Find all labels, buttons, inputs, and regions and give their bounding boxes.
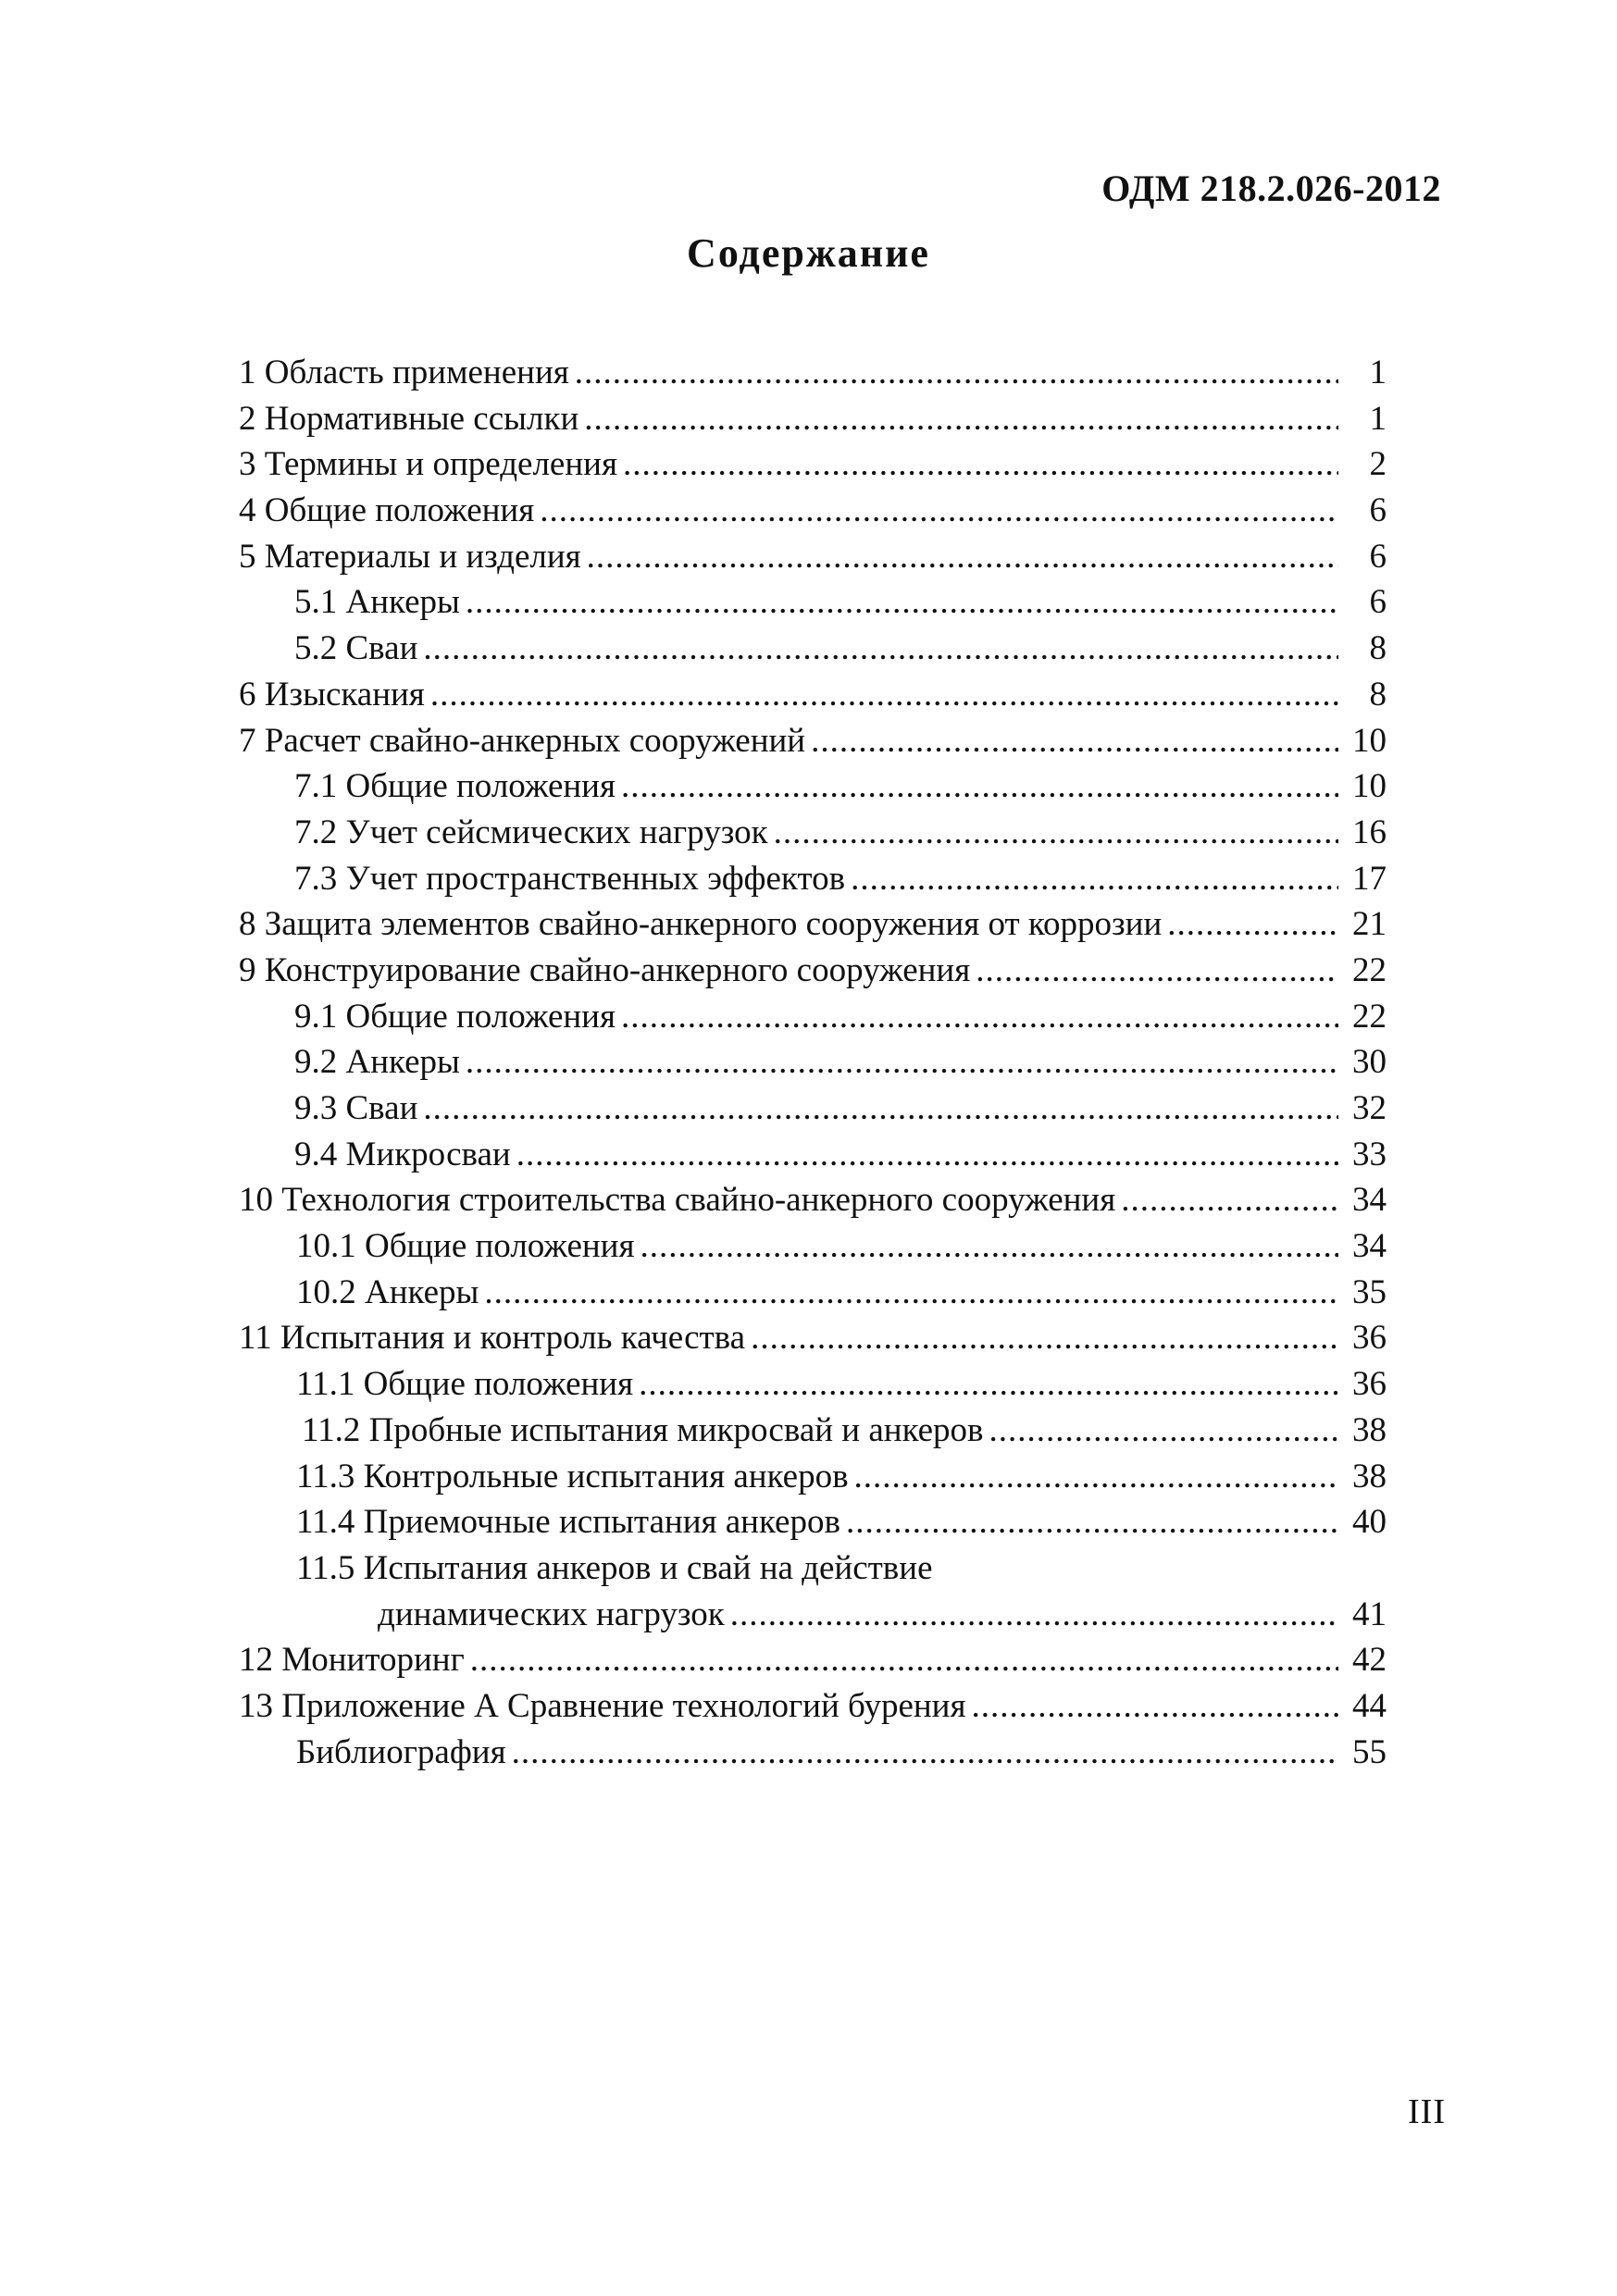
toc-entry-page: 32	[1352, 1089, 1387, 1127]
toc-dot-leader	[430, 672, 1338, 718]
toc-entry-page: 6	[1369, 583, 1387, 622]
toc-entry[interactable]	[239, 350, 1387, 396]
toc-dot-leader	[811, 718, 1338, 764]
toc-entry-page: 17	[1352, 859, 1387, 898]
toc-entry-page: 1	[1369, 354, 1387, 391]
toc-entry-label: 3 Термины и определения	[239, 445, 617, 484]
toc-entry-label: Библиография	[296, 1732, 506, 1771]
toc-entry-label: 8 Защита элементов свайно-анкерного сооружения от коррозии	[239, 905, 1163, 944]
toc-entry-page: 16	[1352, 813, 1387, 851]
toc-entry-page: 22	[1352, 997, 1387, 1036]
toc-dot-leader	[466, 579, 1338, 626]
toc-dot-leader	[976, 948, 1338, 994]
toc-entry-label: 7.3 Учет пространственных эффектов	[294, 859, 846, 898]
toc-entry-label: 9.3 Сваи	[294, 1089, 418, 1127]
toc-entry[interactable]	[239, 1545, 1387, 1592]
toc-entry[interactable]	[239, 1730, 1387, 1776]
toc-entry-page: 10	[1352, 767, 1387, 806]
toc-entry[interactable]	[239, 856, 1387, 902]
toc-entry[interactable]	[239, 1361, 1387, 1408]
toc-entry-label: 11.5 Испытания анкеров и свай на действие	[296, 1548, 933, 1587]
toc-entry[interactable]	[239, 1223, 1387, 1270]
toc-entry-label: 9.2 Анкеры	[294, 1043, 460, 1082]
toc-entry-page: 55	[1352, 1732, 1387, 1771]
toc-dot-leader	[540, 488, 1338, 534]
toc-dot-leader	[640, 1223, 1338, 1270]
toc-entry-label: 9 Конструирование свайно-анкерного сооружения	[239, 950, 971, 989]
toc-dot-leader	[470, 1637, 1338, 1683]
toc-entry-label: 6 Изыскания	[239, 675, 425, 714]
toc-dot-leader	[516, 1132, 1338, 1178]
toc-entry-label: 11.4 Приемочные испытания анкеров	[296, 1503, 840, 1542]
toc-entry-label: 1 Область применения	[239, 354, 569, 391]
toc-entry[interactable]	[239, 441, 1387, 488]
toc-entry[interactable]	[239, 1683, 1387, 1730]
toc-dot-leader	[512, 1730, 1338, 1776]
toc-entry[interactable]	[239, 1177, 1387, 1223]
toc-dot-leader	[623, 441, 1338, 488]
toc-dot-leader	[484, 1270, 1338, 1316]
toc-entry[interactable]	[239, 1637, 1387, 1683]
toc-dot-leader	[851, 856, 1338, 902]
toc-entry-page: 6	[1369, 491, 1387, 530]
toc-dot-leader	[466, 1039, 1338, 1086]
toc-entry-page: 40	[1352, 1503, 1387, 1542]
toc-entry-label: 5.1 Анкеры	[294, 583, 460, 622]
toc-entry-page: 42	[1352, 1641, 1387, 1680]
toc-entry[interactable]	[239, 626, 1387, 672]
toc-entry-page: 44	[1352, 1686, 1387, 1725]
toc-entry-page: 10	[1352, 721, 1387, 760]
toc-entry-page: 36	[1352, 1365, 1387, 1404]
toc-dot-leader	[972, 1683, 1339, 1730]
toc-dot-leader	[846, 1499, 1338, 1545]
toc-entry[interactable]	[239, 1039, 1387, 1086]
toc-dot-leader	[1167, 901, 1338, 948]
toc-entry-label: 13 Приложение А Сравнение технологий бурения	[239, 1686, 966, 1725]
toc-entry[interactable]	[239, 1315, 1387, 1361]
toc-entry[interactable]	[239, 1132, 1387, 1178]
toc-entry[interactable]	[239, 718, 1387, 764]
toc-entry-page: 8	[1369, 629, 1387, 668]
toc-entry-page: 34	[1352, 1181, 1387, 1220]
toc-entry[interactable]	[239, 948, 1387, 994]
toc-entry-page: 2	[1369, 445, 1387, 484]
toc-entry-page: 35	[1352, 1272, 1387, 1311]
toc-entry-label: 10.1 Общие положения	[296, 1227, 635, 1266]
toc-dot-leader	[587, 534, 1338, 580]
toc-entry-label: 7.2 Учет сейсмических нагрузок	[294, 813, 768, 851]
toc-entry-page: 1	[1369, 399, 1387, 438]
toc-entry-label: 5.2 Сваи	[294, 629, 418, 668]
table-of-contents	[239, 350, 1387, 1775]
toc-entry[interactable]	[239, 1270, 1387, 1316]
toc-dot-leader	[989, 1408, 1338, 1454]
toc-entry-page: 38	[1352, 1410, 1387, 1449]
toc-entry-label: 12 Мониторинг	[239, 1641, 465, 1680]
toc-title: Содержание	[687, 230, 930, 276]
toc-entry-page: 22	[1352, 950, 1387, 989]
toc-entry-page: 8	[1369, 675, 1387, 714]
toc-entry-label: 4 Общие положения	[239, 491, 535, 530]
toc-entry[interactable]	[239, 763, 1387, 810]
toc-entry-label: 9.4 Микросваи	[294, 1135, 511, 1173]
toc-entry-label: 9.1 Общие положения	[294, 997, 616, 1036]
toc-dot-leader	[751, 1315, 1338, 1361]
toc-entry-page: 34	[1352, 1227, 1387, 1266]
toc-entry[interactable]	[239, 488, 1387, 534]
toc-entry-page: 36	[1352, 1319, 1387, 1358]
toc-entry-page: 38	[1352, 1457, 1387, 1496]
toc-entry[interactable]	[239, 672, 1387, 718]
toc-dot-leader	[621, 994, 1338, 1040]
toc-dot-leader	[854, 1454, 1338, 1500]
toc-entry-label: 7 Расчет свайно-анкерных сооружений	[239, 721, 806, 760]
toc-entry-page: 21	[1352, 905, 1387, 944]
toc-entry[interactable]	[239, 810, 1387, 856]
toc-entry-label: 10 Технология строительства свайно-анкерного сооружения	[239, 1181, 1116, 1220]
toc-dot-leader	[639, 1361, 1338, 1408]
toc-entry[interactable]	[239, 901, 1387, 948]
toc-entry-page: 30	[1352, 1043, 1387, 1082]
toc-entry-label: 2 Нормативные ссылки	[239, 399, 579, 438]
toc-entry-label: 5 Материалы и изделия	[239, 537, 581, 576]
toc-entry[interactable]	[239, 1086, 1387, 1132]
toc-entry[interactable]	[239, 1408, 1387, 1454]
toc-entry-page: 6	[1369, 537, 1387, 576]
toc-entry-label: 11.3 Контрольные испытания анкеров	[296, 1457, 849, 1496]
toc-entry[interactable]	[239, 1592, 1387, 1638]
toc-entry[interactable]	[239, 1454, 1387, 1500]
toc-entry[interactable]	[239, 534, 1387, 580]
toc-entry-label: динамических нагрузок	[378, 1595, 725, 1633]
toc-dot-leader	[423, 626, 1338, 672]
toc-entry-page: 41	[1352, 1595, 1387, 1633]
toc-dot-leader	[730, 1592, 1338, 1638]
toc-entry[interactable]	[239, 396, 1387, 442]
toc-entry-label: 11 Испытания и контроль качества	[239, 1319, 746, 1358]
toc-entry-page: 33	[1352, 1135, 1387, 1173]
toc-entry-label: 11.2 Пробные испытания микросвай и анкеров	[302, 1410, 984, 1449]
page-number: III	[1408, 2092, 1446, 2131]
toc-entry-label: 11.1 Общие положения	[296, 1365, 634, 1404]
toc-dot-leader	[621, 763, 1338, 810]
toc-entry[interactable]	[239, 579, 1387, 626]
toc-entry[interactable]	[239, 994, 1387, 1040]
toc-entry-label: 7.1 Общие положения	[294, 767, 616, 806]
toc-dot-leader	[1121, 1177, 1338, 1223]
toc-dot-leader	[584, 396, 1338, 442]
toc-dot-leader	[423, 1086, 1338, 1132]
document-code: ОДМ 218.2.026-2012	[1101, 168, 1441, 209]
toc-dot-leader	[575, 350, 1338, 396]
toc-dot-leader	[774, 810, 1338, 856]
toc-entry-label: 10.2 Анкеры	[296, 1272, 479, 1311]
toc-entry[interactable]	[239, 1499, 1387, 1545]
